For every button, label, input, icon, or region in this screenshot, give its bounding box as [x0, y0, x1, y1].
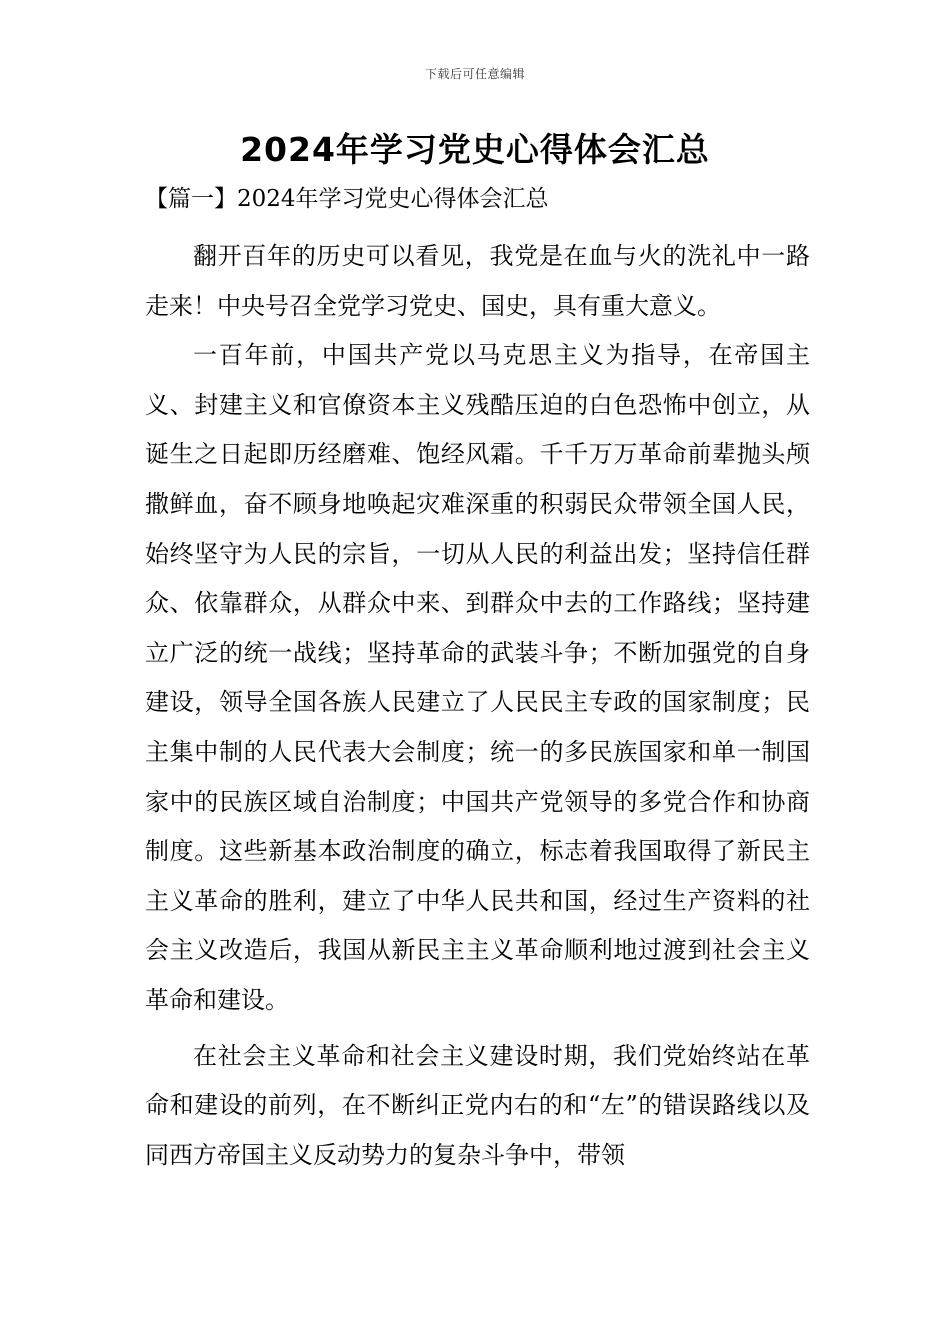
page-header-note: 下载后可任意编辑 [424, 67, 525, 81]
section-heading: 【篇一】2024年学习党史心得体会汇总 [145, 186, 549, 212]
document-body [145, 232, 810, 1180]
document-title: 2024年学习党史心得体会汇总 [240, 130, 710, 169]
paragraph: 在社会主义革命和社会主义建设时期，我们党始终站在革命和建设的前列，在不断纠正党内右的和“左”的错误路线以及同西方帝国主义反动势力的复杂斗争中，带领 [145, 1041, 810, 1169]
paragraph: 一百年前，中国共产党以马克思主义为指导，在帝国主义、封建主义和官僚资本主义残酷压迫的白色恐怖中创立，从诞生之日起即历经磨难、饱经风霜。千千万万革命前辈抛头颅撒鲜血，奋不顾身地唤起灾难深重的积弱民众带领全国人民，始终坚守为人民的宗旨，一切从人民的利益出发；坚持信任群众、依靠群众，从群众中来、到群众中去的工作路线；坚持建立广泛的统一战线；坚持革命的武装斗争；不断加强党的自身建设，领导全国各族人民建立了人民民主专政的国家制度；民主集中制的人民代表大会制度；统一的多民族国家和单一制国家中的民族区域自治制度；中国共产党领导的多党合作和协商制度。这些新基本政治制度的确立，标志着我国取得了新民主主义革命的胜利，建立了中华人民共和国，经过生产资料的社会主义改造后，我国从新民主主义革命顺利地过渡到社会主义革命和建设。 [145, 341, 810, 1014]
paragraph: 翻开百年的历史可以看见，我党是在血与火的洗礼中一路走来！中央号召全党学习党史、国史，具有重大意义。 [145, 242, 810, 320]
